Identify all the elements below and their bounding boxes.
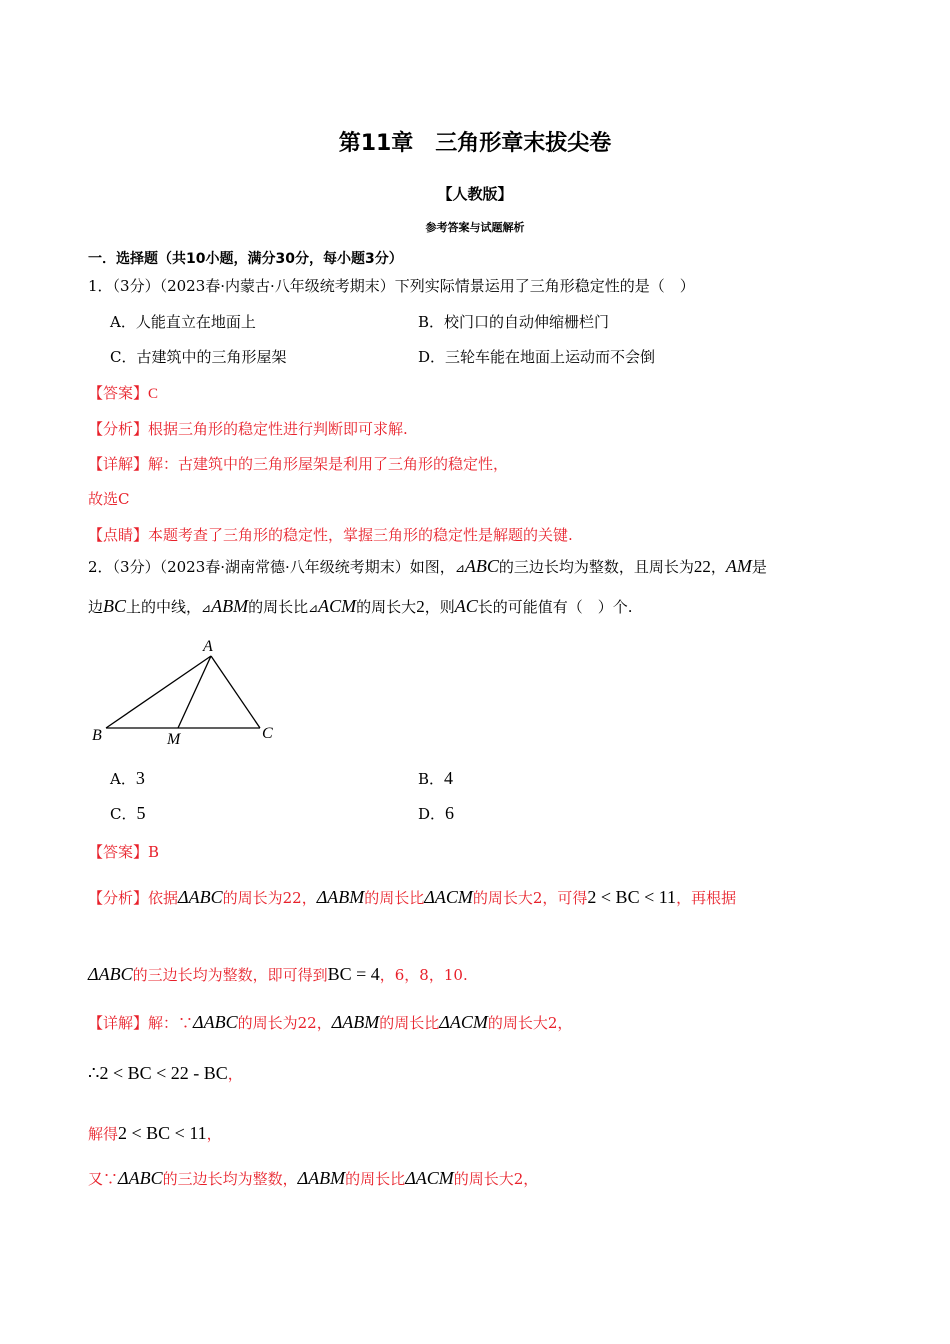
text: 的周长比 xyxy=(379,1014,440,1032)
comma: ， xyxy=(227,1065,243,1083)
q2-option-c xyxy=(110,803,145,824)
q1-option-a: A．人能直立在地面上 xyxy=(110,313,256,331)
q2-detail-line3 xyxy=(88,1123,222,1144)
answer-label: 【答案】 xyxy=(88,384,149,402)
option-value: 4 xyxy=(444,768,454,788)
segment-ac xyxy=(211,656,260,728)
math-abm: ABM xyxy=(342,1012,380,1032)
math-abc: ABC xyxy=(128,1168,163,1188)
math-abc: ABC xyxy=(203,1012,238,1032)
analysis-label: 【分析】 xyxy=(88,889,149,907)
math-abm: ABM xyxy=(327,887,365,907)
q2-stem-line2 xyxy=(88,596,633,617)
comment-text: 本题考查了三角形的稳定性，掌握三角形的稳定性是解题的关键. xyxy=(148,526,573,544)
math-acm: ACM xyxy=(434,887,473,907)
math-abm: ABM xyxy=(308,1168,346,1188)
delta-symbol: Δ xyxy=(316,887,328,907)
q1-option-d: D．三轮车能在地面上运动而不会倒 xyxy=(418,348,656,366)
text: 的周长比 xyxy=(364,889,425,907)
q1-option-c: C．古建筑中的三角形屋架 xyxy=(110,348,287,366)
math-22: 22 xyxy=(693,557,711,576)
label-c: C xyxy=(262,725,273,742)
q1-comment xyxy=(88,524,573,545)
section-heading: 一．选择题（共10小题，满分30分，每小题3分） xyxy=(88,251,403,267)
math-bc: BC xyxy=(103,596,127,616)
math-acm: ACM xyxy=(318,596,357,616)
text: 解：∵ xyxy=(148,1014,194,1032)
math-abc: ABC xyxy=(464,556,499,576)
q1-stem: 1．（3分）（2023春·内蒙古·八年级统考期末）下列实际情景运用了三角形稳定性的是（ ） xyxy=(88,277,695,295)
label-m: M xyxy=(167,731,181,748)
math-ac: AC xyxy=(454,596,478,616)
detail-label: 【详解】 xyxy=(88,455,149,473)
math-am: AM xyxy=(725,556,752,576)
answer-value: C xyxy=(148,386,159,402)
q1-option-b: B．校门口的自动伸缩栅栏门 xyxy=(418,313,610,331)
subtitle: 参考答案与试题解析 xyxy=(425,221,525,234)
math-acm: ACM xyxy=(449,1012,488,1032)
option-label: C． xyxy=(110,805,137,823)
text: 边 xyxy=(88,598,104,616)
math-abc: ABC xyxy=(188,887,223,907)
option-label: B． xyxy=(418,770,445,788)
text: ，则 xyxy=(424,598,455,616)
triangle-symbol: ⊿ xyxy=(454,561,465,575)
analysis-label: 【分析】 xyxy=(88,420,149,438)
segment-ab xyxy=(106,656,211,728)
text: 的周长为22， xyxy=(237,1014,332,1032)
text: 的三边长均为整数， xyxy=(162,1170,298,1188)
q2-answer xyxy=(88,841,159,862)
q2-number: 2．（3分）（2023春·湖南常德·八年级统考期末）如图， xyxy=(88,558,455,576)
triangle-symbol: ⊿ xyxy=(201,601,212,615)
text: 的周长比 xyxy=(345,1170,406,1188)
q2-stem-line1 xyxy=(88,556,767,577)
comma: ， xyxy=(710,558,726,576)
label-a: A xyxy=(203,638,213,655)
edition-label: 【人教版】 xyxy=(437,185,513,203)
math-inequality: 2 < BC < 11 xyxy=(587,887,677,907)
delta-symbol: Δ xyxy=(405,1168,416,1188)
q2-option-b xyxy=(418,768,453,789)
delta-symbol: Δ xyxy=(424,887,435,907)
text: 的周长比 xyxy=(248,598,309,616)
q2-option-a xyxy=(110,768,145,789)
q1-detail xyxy=(88,453,508,474)
q2-detail-line2 xyxy=(88,1063,243,1084)
comma: ， xyxy=(206,1125,222,1143)
math-inequality: 2 < BC < 11 xyxy=(118,1123,207,1143)
triangle-symbol: ⊿ xyxy=(308,601,319,615)
text: 长的可能值有（ ）个. xyxy=(477,598,633,616)
detail-label: 【详解】 xyxy=(88,1014,149,1032)
text: 解得 xyxy=(88,1125,119,1143)
text: 依据 xyxy=(148,889,179,907)
detail-text: 解：古建筑中的三角形屋架是利用了三角形的稳定性， xyxy=(148,455,509,473)
label-b: B xyxy=(92,727,102,744)
page-title: 第11章 三角形章末拔尖卷 xyxy=(338,131,612,156)
text: 又∵ xyxy=(88,1170,119,1188)
text: 的三边长均为整数，即可得到 xyxy=(132,966,328,984)
answer-value: B xyxy=(148,843,160,861)
triangle-figure xyxy=(84,630,284,750)
option-value: 3 xyxy=(135,768,145,788)
text: 的周长为22， xyxy=(222,889,317,907)
delta-symbol: Δ xyxy=(88,964,99,984)
text: 的周长大2， xyxy=(453,1170,539,1188)
text: ，再根据 xyxy=(676,889,737,907)
option-value: 5 xyxy=(136,803,146,823)
therefore-symbol: ∴ xyxy=(88,1063,100,1083)
math-acm: ACM xyxy=(415,1168,454,1188)
math-inequality: 2 < BC < 22 - BC xyxy=(99,1063,228,1083)
text: 上的中线， xyxy=(126,598,202,616)
comment-label: 【点睛】 xyxy=(88,526,149,544)
delta-symbol: Δ xyxy=(439,1012,450,1032)
delta-symbol: Δ xyxy=(297,1168,309,1188)
text: 是 xyxy=(751,558,767,576)
math-abc: ABC xyxy=(98,964,133,984)
option-value: 6 xyxy=(445,803,455,823)
delta-symbol: Δ xyxy=(331,1012,343,1032)
math-abm: ABM xyxy=(211,596,249,616)
analysis-text: 根据三角形的稳定性进行判断即可求解. xyxy=(148,420,408,438)
delta-symbol: Δ xyxy=(118,1168,129,1188)
q2-detail-line1 xyxy=(88,1012,572,1033)
text: 的周长大2，可得 xyxy=(472,889,588,907)
option-label: D． xyxy=(418,805,446,823)
text: 的周长大2， xyxy=(487,1014,573,1032)
q2-option-d xyxy=(418,803,454,824)
delta-symbol: Δ xyxy=(178,887,189,907)
text: ，6，8，10. xyxy=(379,966,468,984)
math-2: 2 xyxy=(416,597,425,616)
q1-conclusion: 故选C xyxy=(88,490,130,508)
q2-analysis-line1 xyxy=(88,887,736,908)
q1-answer xyxy=(88,382,158,403)
math-bc-eq: BC = 4 xyxy=(327,964,380,984)
delta-symbol: Δ xyxy=(193,1012,204,1032)
option-label: A． xyxy=(110,770,136,788)
q2-detail-line4 xyxy=(88,1168,538,1189)
text: 的三边长均为整数，且周长为 xyxy=(498,558,694,576)
answer-label: 【答案】 xyxy=(88,843,149,861)
q1-analysis xyxy=(88,418,408,439)
text: 的周长大 xyxy=(356,598,417,616)
q2-analysis-line2 xyxy=(88,964,468,985)
